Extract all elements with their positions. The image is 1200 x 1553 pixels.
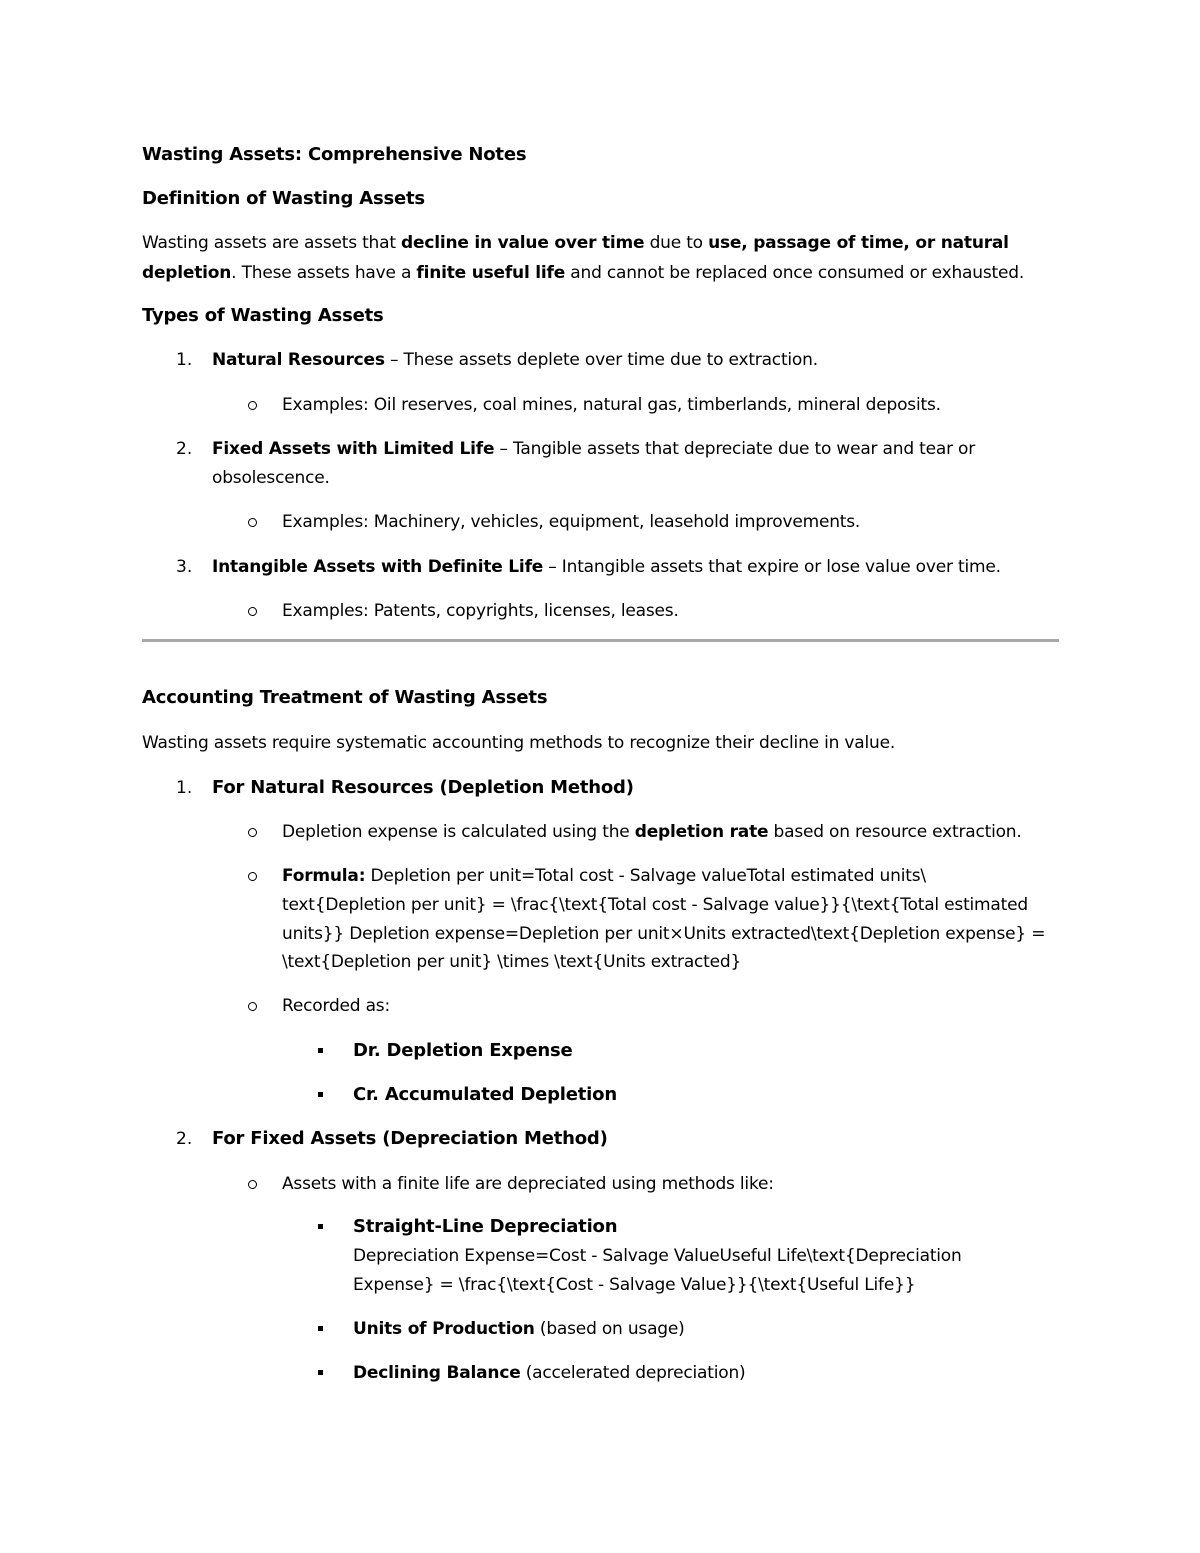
text-run: (accelerated depreciation) xyxy=(520,1363,746,1383)
accounting-intro: Wasting assets require systematic accounting methods to recognize their decline in value. xyxy=(142,733,896,753)
list-item: Examples: Patents, copyrights, licenses, leases. xyxy=(282,601,679,621)
list-number: 1. xyxy=(176,350,193,370)
hollow-bullet-icon xyxy=(248,872,257,881)
method-item xyxy=(353,1362,745,1384)
item-title: Natural Resources xyxy=(212,350,385,370)
definition-line-2 xyxy=(142,262,1024,284)
journal-entry: Dr. Depletion Expense xyxy=(353,1040,573,1061)
text-run: and cannot be replaced once consumed or exhausted. xyxy=(565,263,1025,283)
item-title: Fixed Assets with Limited Life xyxy=(212,439,495,459)
text-run-bold: depletion rate xyxy=(634,822,769,842)
definition-line-1 xyxy=(142,232,1009,254)
formula-line-4: \text{Depletion per unit} \times \text{Units extracted} xyxy=(282,952,742,972)
square-bullet-icon xyxy=(318,1224,323,1229)
hollow-bullet-icon xyxy=(248,1180,257,1189)
text-run: Depletion expense is calculated using the xyxy=(282,822,635,842)
list-item-continuation: obsolescence. xyxy=(212,468,330,488)
list-item xyxy=(212,556,1001,578)
list-item: Examples: Oil reserves, coal mines, natural gas, timberlands, mineral deposits. xyxy=(282,395,941,415)
definition-heading: Definition of Wasting Assets xyxy=(142,188,425,209)
list-number: 2. xyxy=(176,1129,193,1149)
text-run-bold: decline in value over time xyxy=(401,233,645,253)
subsection-heading: For Fixed Assets (Depreciation Method) xyxy=(212,1128,608,1149)
square-bullet-icon xyxy=(318,1326,323,1331)
horizontal-divider xyxy=(142,639,1059,642)
list-item: Assets with a finite life are depreciated using methods like: xyxy=(282,1174,774,1194)
method-item xyxy=(353,1318,685,1340)
method-formula-line-2: Expense} = \frac{\text{Cost - Salvage Value}}{\text{Useful Life}} xyxy=(353,1275,916,1295)
formula-line-2: text{Depletion per unit} = \frac{\text{Total cost - Salvage value}}{\text{Total estimated xyxy=(282,895,1028,915)
method-title: Declining Balance xyxy=(353,1363,521,1383)
list-number: 1. xyxy=(176,778,193,798)
hollow-bullet-icon xyxy=(248,607,257,616)
item-desc: – These assets deplete over time due to extraction. xyxy=(384,350,818,370)
text-run: based on resource extraction. xyxy=(768,822,1022,842)
hollow-bullet-icon xyxy=(248,828,257,837)
journal-entry: Cr. Accumulated Depletion xyxy=(353,1084,617,1105)
list-item: Examples: Machinery, vehicles, equipment, leasehold improvements. xyxy=(282,512,861,532)
text-run-bold: use, passage of time, or natural xyxy=(708,233,1009,253)
list-item: Recorded as: xyxy=(282,996,390,1016)
subsection-heading: For Natural Resources (Depletion Method) xyxy=(212,777,634,798)
square-bullet-icon xyxy=(318,1092,323,1097)
text-run: Depletion per unit=Total cost - Salvage valueTotal estimated units\ xyxy=(365,866,926,886)
list-number: 2. xyxy=(176,439,193,459)
hollow-bullet-icon xyxy=(248,401,257,410)
item-desc: – Tangible assets that depreciate due to wear and tear or xyxy=(494,439,976,459)
text-run: due to xyxy=(644,233,709,253)
accounting-heading: Accounting Treatment of Wasting Assets xyxy=(142,687,548,708)
text-run: . These assets have a xyxy=(231,263,417,283)
page-title: Wasting Assets: Comprehensive Notes xyxy=(142,144,527,165)
formula-label: Formula: xyxy=(282,866,366,886)
text-run-bold: depletion xyxy=(142,263,232,283)
hollow-bullet-icon xyxy=(248,518,257,527)
method-title: Straight-Line Depreciation xyxy=(353,1216,618,1237)
method-title: Units of Production xyxy=(353,1319,535,1339)
text-run: Wasting assets are assets that xyxy=(142,233,402,253)
square-bullet-icon xyxy=(318,1048,323,1053)
types-heading: Types of Wasting Assets xyxy=(142,305,384,326)
method-formula-line-1: Depreciation Expense=Cost - Salvage ValueUseful Life\text{Depreciation xyxy=(353,1246,962,1266)
item-title: Intangible Assets with Definite Life xyxy=(212,557,544,577)
formula-line-3: units}} Depletion expense=Depletion per unit×Units extracted\text{Depletion expense} = xyxy=(282,924,1046,944)
hollow-bullet-icon xyxy=(248,1002,257,1011)
list-item xyxy=(212,438,975,460)
square-bullet-icon xyxy=(318,1370,323,1375)
list-item xyxy=(282,821,1022,843)
text-run: (based on usage) xyxy=(534,1319,685,1339)
text-run-bold: finite useful life xyxy=(416,263,566,283)
formula-line-1 xyxy=(282,865,926,887)
item-desc: – Intangible assets that expire or lose value over time. xyxy=(543,557,1001,577)
list-item xyxy=(212,349,818,371)
list-number: 3. xyxy=(176,557,193,577)
